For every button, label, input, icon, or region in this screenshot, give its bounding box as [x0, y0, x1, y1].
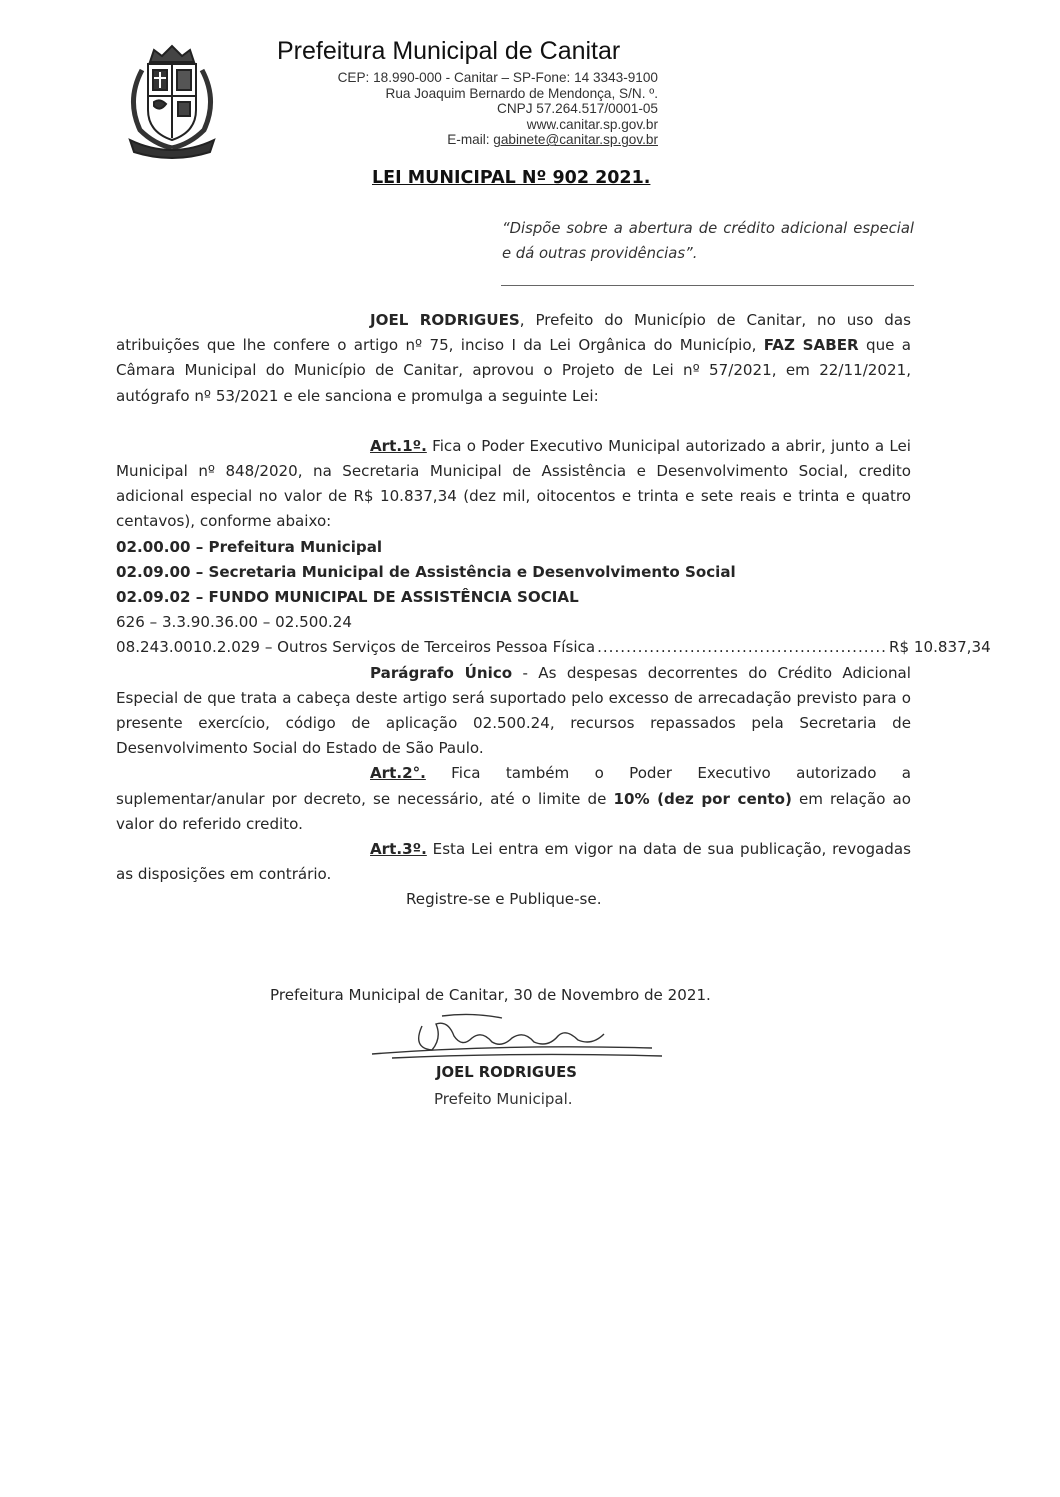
sole-paragraph-text: - As despesas decorrentes do Crédito Adicional Especial de que trata a cabeça deste artigo será suportado pelo excesso de arrecadação previsto para o presente exercício, código de aplicação 02.500.24, recursos repassados pela Secretaria de Desenvolvimento Social do Estado de São Paulo. — [116, 663, 911, 758]
spacer — [116, 409, 911, 434]
preamble-text-2: que a Câmara Municipal do Município de Canitar, aprovou o Projeto de Lei nº 57/2021, em 22/11/2021, autógrafo nº 53/2021 e ele sanciona e promulga a seguinte Lei: — [116, 336, 912, 405]
header-address: Rua Joaquim Bernardo de Mendonça, S/N. º. — [385, 85, 658, 101]
budget-line-5-value: R$ 10.837,34 — [888, 638, 991, 657]
budget-line-2: 02.09.00 – Secretaria Municipal de Assistência e Desenvolvimento Social — [116, 562, 736, 581]
signer-role: Prefeito Municipal. — [434, 1090, 573, 1108]
law-summary: “Dispõe sobre a abertura de crédito adicional especial e dá outras providências”. — [502, 220, 914, 262]
budget-line-5-dots: .................................................. — [597, 638, 887, 657]
faz-saber: FAZ SABER — [763, 336, 859, 355]
article-1 — [116, 434, 911, 535]
article-2-label: Art.2°. — [370, 764, 426, 783]
article-3 — [116, 837, 911, 887]
preamble-paragraph — [116, 308, 911, 409]
signer-name: JOEL RODRIGUES — [436, 1064, 577, 1081]
budget-line-5 — [116, 635, 991, 660]
article-2-limit: 10% (dez por cento) — [613, 789, 792, 808]
law-title: LEI MUNICIPAL Nº 902 2021. — [372, 168, 651, 188]
email-link[interactable]: gabinete@canitar.sp.gov.br — [493, 132, 658, 148]
summary-divider — [501, 285, 914, 286]
sole-paragraph — [116, 661, 911, 762]
mayor-name: JOEL RODRIGUES — [370, 311, 520, 329]
article-2-text-2: em relação ao valor do referido credito. — [116, 789, 911, 833]
article-2 — [116, 761, 911, 837]
article-1-label: Art.1º. — [370, 436, 427, 455]
article-1-text: Fica o Poder Executivo Municipal autorizado a abrir, junto a Lei Municipal nº 848/2020, na Secretaria Municipal de Assistência e Desenvolvimento Social, credito adicional especial no valor de R$ 10.837,34 (dez mil, oitocentos e trinta e sete reais e trinta e quatro centavos), conforme abaixo: — [116, 436, 911, 531]
header-website[interactable]: www.canitar.sp.gov.br — [526, 116, 658, 132]
preamble-text-1: , Prefeito do Município de Canitar, no uso das atribuições que lhe confere o artigo nº 75, inciso I da Lei Orgânica do Município, — [116, 311, 911, 355]
budget-line-3: 02.09.02 – FUNDO MUNICIPAL DE ASSISTÊNCIA SOCIAL — [116, 588, 579, 607]
handwritten-signature-icon — [352, 1008, 672, 1068]
municipality-title: Prefeitura Municipal de Canitar — [277, 37, 621, 65]
budget-line-5-desc: 08.243.0010.2.029 – Outros Serviços de Terceiros Pessoa Física — [116, 638, 596, 657]
article-3-label: Art.3º. — [370, 840, 427, 859]
municipal-coat-of-arms-icon — [120, 40, 224, 158]
article-2-text-1: Fica também o Poder Executivo autorizado a suplementar/anular por decreto, se necessário, até o limite de — [116, 764, 911, 808]
closing-date-line: Prefeitura Municipal de Canitar, 30 de Novembro de 2021. — [270, 986, 711, 1004]
budget-line-4: 626 – 3.3.90.36.00 – 02.500.24 — [116, 613, 352, 632]
law-body — [116, 308, 991, 913]
budget-line-1: 02.00.00 – Prefeitura Municipal — [116, 537, 383, 556]
header-cep-phone: CEP: 18.990-000 - Canitar – SP-Fone: 14 3343-9100 — [337, 70, 658, 85]
header-contact-block — [300, 70, 658, 148]
email-label: E-mail: — [447, 132, 494, 148]
header-email-line — [300, 132, 658, 148]
article-3-text: Esta Lei entra em vigor na data de sua publicação, revogadas as disposições em contrário. — [116, 840, 911, 884]
sole-paragraph-label: Parágrafo Único — [370, 663, 513, 682]
header-cnpj: CNPJ 57.264.517/0001-05 — [497, 101, 658, 117]
registre-publique: Registre-se e Publique-se. — [406, 890, 602, 909]
